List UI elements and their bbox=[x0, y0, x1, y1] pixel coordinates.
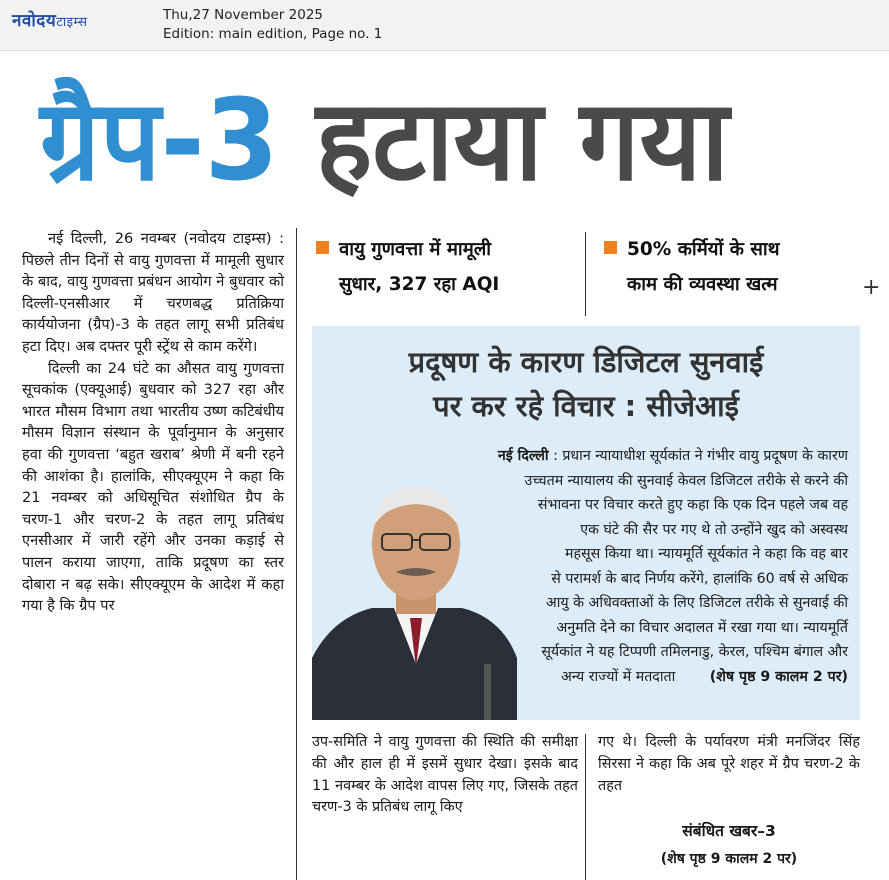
subhead-staff-line-1: 50% कर्मियों के साथ bbox=[627, 239, 780, 260]
column-divider-left bbox=[296, 228, 297, 880]
cji-line-1: : प्रधान न्यायाधीश सूर्यकांत ने गंभीर वायु प्रदूषण के कारण bbox=[548, 448, 848, 464]
subhead-aqi bbox=[316, 232, 499, 302]
subhead-staff bbox=[604, 232, 780, 302]
plus-icon: + bbox=[862, 275, 881, 300]
cji-line-4: एक घंटे की सैर पर गए थे तो उन्होंने खुद को अस्वस्थ bbox=[580, 521, 848, 538]
cji-continued-link[interactable]: (शेष पृष्ठ 9 कालम 2 पर) bbox=[709, 668, 848, 685]
right-column-article: गए थे। दिल्ली के पर्यावरण मंत्री मनजिंदर सिंह सिरसा ने कहा कि अब पूरे शहर में ग्रैप चरण-2 के तहत bbox=[598, 734, 860, 794]
cji-title-line-2: पर कर रहे विचार : सीजेआई bbox=[433, 389, 739, 423]
cji-story-title bbox=[312, 340, 860, 428]
cji-line-8: अनुमति देने का विचार अदालत में रखा गया था। न्यायमूर्ति bbox=[556, 619, 848, 636]
orange-square-bullet-icon bbox=[604, 241, 617, 254]
headline-part-2: हटाया गया bbox=[315, 76, 729, 206]
cji-line-2: उच्चतम न्यायालय की सुनवाई केवल डिजिटल तरीके से करने की bbox=[524, 472, 848, 489]
cji-line-7: आयु के अधिवक्ताओं के लिए डिजिटल तरीके से सुनवाई की bbox=[545, 595, 848, 611]
edition-date: Thu,27 November 2025 bbox=[163, 7, 323, 23]
cji-line-3: संभावना पर विचार करते हुए कहा कि एक दिन पहले जब वह bbox=[537, 497, 848, 513]
related-news-link[interactable]: संबंधित खबर–3 bbox=[682, 822, 776, 840]
logo-main: नवोदय bbox=[12, 11, 57, 31]
left-column-article bbox=[22, 228, 284, 617]
subhead-divider bbox=[585, 232, 586, 316]
edition-page: Edition: main edition, Page no. 1 bbox=[163, 26, 383, 42]
subhead-aqi-line-1: वायु गुणवत्ता में मामूली bbox=[339, 239, 492, 260]
cji-line-5: महसूस किया था। न्यायमूर्ति सूर्यकांत ने कहा कि वह बार bbox=[565, 546, 848, 562]
middle-column-article: उप-समिति ने वायु गुणवत्ता की स्थिति की समीक्षा की और हाल ही में इसमें सुधार देखा। इसके बाद 11 नवम्बर के आदेश वापस लिए गए, जिसके तहत चरण-3 के प्रतिबंध लागू किए bbox=[312, 734, 578, 816]
cji-line-6: से परामर्श के बाद निर्णय करेंगे, हालांकि 60 वर्ष से अधिक bbox=[551, 570, 848, 587]
cji-line-9: सूर्यकांत ने यह टिप्पणी तमिलनाडु, केरल, पश्चिम बंगाल और bbox=[541, 644, 848, 660]
logo-sub: टाइम्स bbox=[56, 15, 88, 30]
edition-header-bar bbox=[0, 0, 889, 51]
cji-story-body bbox=[312, 444, 848, 689]
cji-title-line-1: प्रदूषण के कारण डिजिटल सुनवाई bbox=[408, 345, 764, 379]
right-continued-link[interactable]: (शेष पृष्ठ 9 कालम 2 पर) bbox=[660, 851, 798, 867]
subhead-staff-line-2: काम की व्यवस्था खत्म bbox=[627, 274, 778, 295]
cji-line-10: अन्य राज्यों में मतदाता bbox=[560, 668, 676, 685]
left-paragraph-2: दिल्ली का 24 घंटे का औसत वायु गुणवत्ता सूचकांक (एक्यूआई) बुधवार को 327 रहा और भारत मौसम विभाग तथा भारतीय उष्ण कटिबंधीय मौसम विज्ञान संस्थान के पूर्वानुमान के अनुसार हवा की गुणवत्ता ‘बहुत खराब’ श्रेणी में बनी रहने की आशंका है। हालांकि, सीएक्यूएम ने कहा कि 21 नवम्बर को अधिसूचित संशोधित ग्रैप के चरण-1 और चरण-2 के तहत लागू प्रतिबंध एनसीआर में जारी रहेंगे और उनका कड़ाई से पालन कराया जाएगा, ताकि प्रदूषण का स्तर दोबारा न बढ़ सके। सीएक्यूएम के आदेश में कहा गया है कि ग्रैप पर bbox=[22, 359, 284, 615]
cji-dateline: नई दिल्ली bbox=[497, 448, 549, 464]
left-paragraph-1: नई दिल्ली, 26 नवम्बर (नवोदय टाइम्स) : पिछले तीन दिनों से वायु गुणवत्ता में मामूली सुधार के बाद, वायु गुणवत्ता प्रबंधन आयोग ने बुधवार को दिल्ली-एनसीआर में चरणबद्ध प्रतिक्रिया कार्ययोजना (ग्रैप)-3 के तहत लागू सभी प्रतिबंध हटा दिए। अब दफ्तर पूरी स्ट्रेंथ से काम करेंगे। bbox=[22, 230, 284, 355]
edition-meta bbox=[163, 6, 382, 44]
main-headline bbox=[40, 66, 819, 216]
column-divider-right bbox=[585, 734, 586, 880]
orange-square-bullet-icon bbox=[316, 241, 329, 254]
subhead-aqi-line-2: सुधार, 327 रहा AQI bbox=[339, 274, 500, 295]
headline-part-1: ग्रैप-3 bbox=[40, 76, 279, 206]
newspaper-logo[interactable] bbox=[12, 10, 88, 34]
